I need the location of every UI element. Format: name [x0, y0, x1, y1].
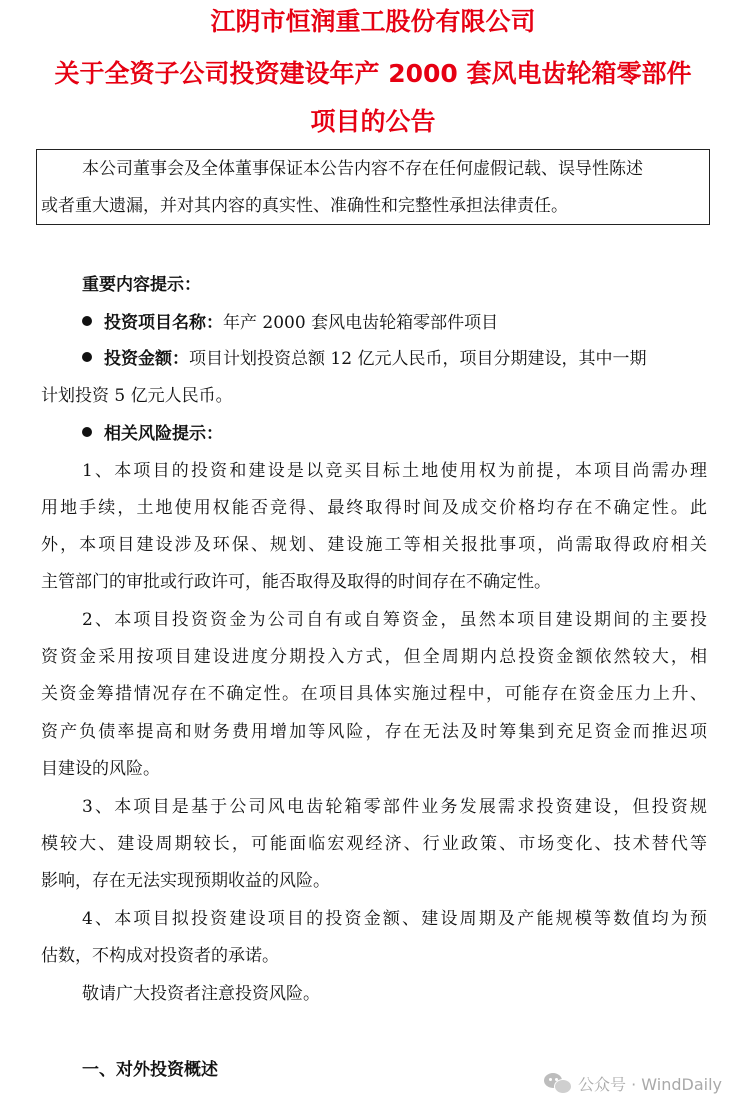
investment-amount-label: 投资金额：	[104, 349, 189, 369]
company-name: 江阴市恒润重工股份有限公司	[210, 7, 536, 36]
bullet-icon	[82, 352, 92, 362]
risk1-line3: 外，本项目建设涉及环保、规划、建设施工等相关报批事项，尚需取得政府相关	[41, 535, 707, 555]
risk4-line2: 估数，不构成对投资者的承诺。	[41, 946, 279, 966]
board-statement-line1: 本公司董事会及全体董事保证本公告内容不存在任何虚假记载、误导性陈述	[82, 159, 643, 179]
risk3-line1: 3、本项目是基于公司风电齿轮箱零部件业务发展需求投资建设，但投资规	[82, 797, 707, 817]
risk1-line4: 主管部门的审批或行政许可，能否取得及取得的时间存在不确定性。	[41, 572, 551, 592]
bullet-icon	[82, 427, 92, 437]
risk2-line1: 2、本项目投资资金为公司自有或自筹资金，虽然本项目建设期间的主要投	[82, 610, 707, 630]
announcement-title-line1: 关于全资子公司投资建设年产 2000 套风电齿轮箱零部件	[54, 59, 692, 88]
investment-amount-value: 项目计划投资总额 12 亿元人民币，项目分期建设，其中一期	[189, 349, 647, 369]
risk2-line2: 资资金采用按项目建设进度分期投入方式，但全周期内总投资金额依然较大，相	[41, 647, 707, 667]
risk4-line1: 4、本项目拟投资建设项目的投资金额、建设周期及产能规模等数值均为预	[82, 909, 707, 929]
announcement-title-line2: 项目的公告	[310, 107, 436, 136]
risk2-line3: 关资金筹措情况存在不确定性。在项目具体实施过程中，可能存在资金压力上升、	[41, 684, 707, 704]
bullet-icon	[82, 316, 92, 326]
wechat-icon	[544, 1071, 572, 1095]
risk2-line4: 资产负债率提高和财务费用增加等风险，存在无法及时筹集到充足资金而推迟项	[41, 722, 707, 742]
risk1-line2: 用地手续，土地使用权能否竞得、最终取得时间及成交价格均存在不确定性。此	[41, 498, 707, 518]
risk-heading-item	[82, 422, 746, 446]
section-heading: 一、对外投资概述	[82, 1060, 218, 1080]
risk2-line5: 目建设的风险。	[41, 759, 160, 779]
investment-amount-item	[82, 347, 707, 371]
watermark-text: 公众号 · WindDaily	[578, 1074, 722, 1094]
project-name-value: 年产 2000 套风电齿轮箱零部件项目	[223, 313, 499, 333]
closing-reminder: 敬请广大投资者注意投资风险。	[82, 984, 320, 1004]
risk3-line3: 影响，存在无法实现预期收益的风险。	[41, 871, 330, 891]
risk-heading-label: 相关风险提示：	[104, 424, 223, 444]
wechat-watermark	[544, 1071, 722, 1095]
project-name-item	[82, 311, 746, 335]
risk3-line2: 模较大、建设周期较长，可能面临宏观经济、行业政策、市场变化、技术替代等	[41, 834, 707, 854]
risk1-line1: 1、本项目的投资和建设是以竞买目标土地使用权为前提，本项目尚需办理	[82, 461, 707, 481]
investment-amount-line2: 计划投资 5 亿元人民币。	[41, 386, 233, 406]
summary-heading: 重要内容提示：	[82, 275, 201, 295]
project-name-label: 投资项目名称：	[104, 313, 223, 333]
board-statement-line2: 或者重大遗漏，并对其内容的真实性、准确性和完整性承担法律责任。	[41, 196, 568, 216]
